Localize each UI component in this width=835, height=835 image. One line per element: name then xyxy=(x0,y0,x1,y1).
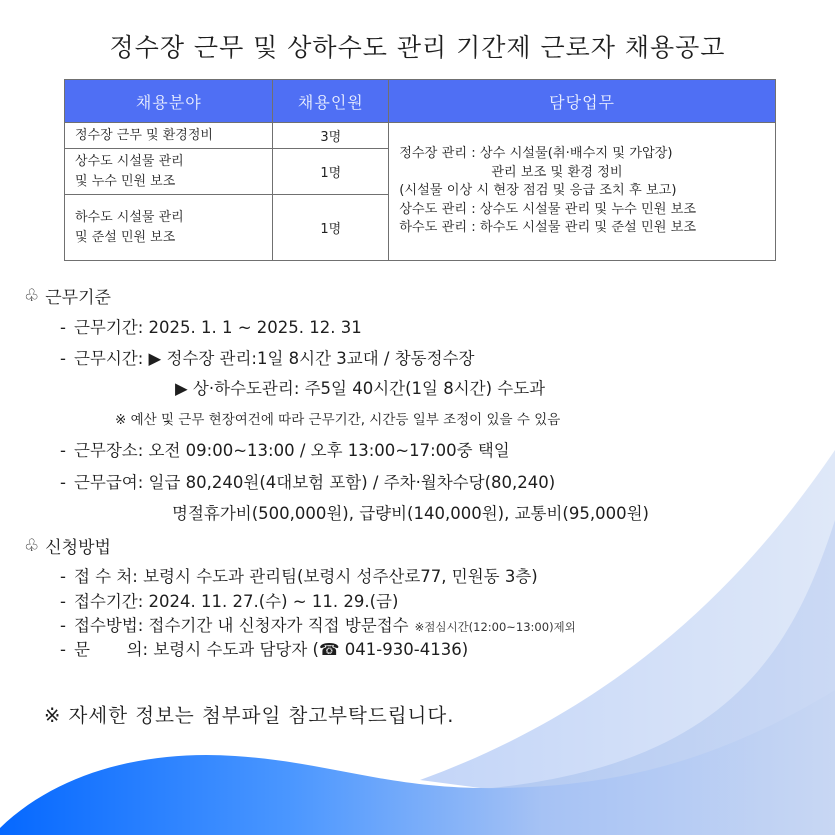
table-row xyxy=(65,123,776,149)
field-cell xyxy=(65,123,273,149)
application-office-text: 접 수 처: 보령시 수도과 관리팀(보령시 성주산로77, 민원동 3층) xyxy=(73,567,538,586)
section-heading: 근무기준 xyxy=(45,288,111,308)
count-cell: 3명 xyxy=(273,123,389,149)
work-place-text: 근무장소: 오전 09:00~13:00 / 오후 13:00~17:00중 택일 xyxy=(73,441,510,460)
dash: - xyxy=(60,640,66,659)
work-hours xyxy=(60,345,474,369)
work-pay-2 xyxy=(172,500,649,524)
phone-icon: ☎ xyxy=(319,640,340,659)
page-title: 정수장 근무 및 상하수도 관리 기간제 근로자 채용공고 xyxy=(109,33,726,62)
dash: - xyxy=(60,349,66,368)
header-duty: 담당업무 xyxy=(389,80,776,123)
duty-cell xyxy=(389,123,776,261)
work-hours-2 xyxy=(175,375,545,399)
dash: - xyxy=(60,473,66,492)
duty-line: 정수장 관리 : 상수 시설물(취·배수지 및 가압장) xyxy=(399,146,673,162)
dash: - xyxy=(60,592,66,611)
dash: - xyxy=(60,616,66,635)
field-text: 하수도 시설물 관리 xyxy=(75,209,184,225)
dash: - xyxy=(60,318,66,337)
club-icon: ♧ xyxy=(24,535,40,556)
field-text: 상수도 시설물 관리 xyxy=(75,153,184,169)
dash: - xyxy=(60,567,66,586)
field-text: 및 준설 민원 보조 xyxy=(75,229,176,245)
header-field: 채용분야 xyxy=(65,80,273,123)
work-period-text: 근무기간: 2025. 1. 1 ~ 2025. 12. 31 xyxy=(73,318,362,337)
club-icon: ♧ xyxy=(24,285,40,306)
attachment-note: ※ 자세한 정보는 첨부파일 참고부탁드립니다. xyxy=(44,704,455,727)
recruitment-table xyxy=(64,79,776,261)
dash: - xyxy=(60,441,66,460)
section-application xyxy=(24,533,111,558)
field-text: 정수장 근무 및 환경정비 xyxy=(75,127,213,143)
work-place xyxy=(60,437,510,461)
application-office xyxy=(60,563,538,587)
work-hours-text: 근무시간: ▶ 정수장 관리:1일 8시간 3교대 / 창동정수장 xyxy=(73,349,475,368)
field-text: 및 누수 민원 보조 xyxy=(75,173,176,189)
field-cell xyxy=(65,195,273,261)
application-method-text: 접수방법: 접수기간 내 신청자가 직접 방문접수 xyxy=(73,616,409,635)
section-heading: 신청방법 xyxy=(45,538,111,558)
duty-line: 상수도 관리 : 상수도 시설물 관리 및 누수 민원 보조 xyxy=(399,201,697,217)
field-cell xyxy=(65,149,273,195)
count-cell: 1명 xyxy=(273,195,389,261)
work-pay-text: 근무급여: 일급 80,240원(4대보험 포함) / 주차·월차수당(80,240) xyxy=(73,473,556,492)
adjustment-note: ※ 예산 및 근무 현장여건에 따라 근무기간, 시간등 일부 조정이 있을 수 있음 xyxy=(115,412,561,428)
application-period xyxy=(60,588,398,612)
application-inquiry xyxy=(60,636,468,660)
count-cell: 1명 xyxy=(273,149,389,195)
header-count: 채용인원 xyxy=(273,80,389,123)
phone-number: 041-930-4136) xyxy=(339,640,469,659)
lunch-note: ※점심시간(12:00~13:00)제외 xyxy=(414,620,576,634)
inquiry-label: 문 의: 보령시 수도과 담당자 ( xyxy=(73,640,319,659)
application-period-text: 접수기간: 2024. 11. 27.(수) ~ 11. 29.(금) xyxy=(73,592,399,611)
application-method xyxy=(60,612,576,636)
duty-line: 관리 보조 및 환경 정비 xyxy=(491,164,623,180)
work-hours-text-2: ▶ 상·하수도관리: 주5일 40시간(1일 8시간) 수도과 xyxy=(175,379,546,398)
section-work-criteria xyxy=(24,283,111,308)
work-period xyxy=(60,314,362,338)
work-pay xyxy=(60,469,555,493)
table-header-row xyxy=(65,80,776,123)
duty-line: 하수도 관리 : 하수도 시설물 관리 및 준설 민원 보조 xyxy=(399,220,697,236)
duty-line: (시설물 이상 시 현장 점검 및 응급 조치 후 보고) xyxy=(399,183,677,199)
work-pay-text-2: 명절휴가비(500,000원), 급량비(140,000원), 교통비(95,000원) xyxy=(172,504,649,523)
